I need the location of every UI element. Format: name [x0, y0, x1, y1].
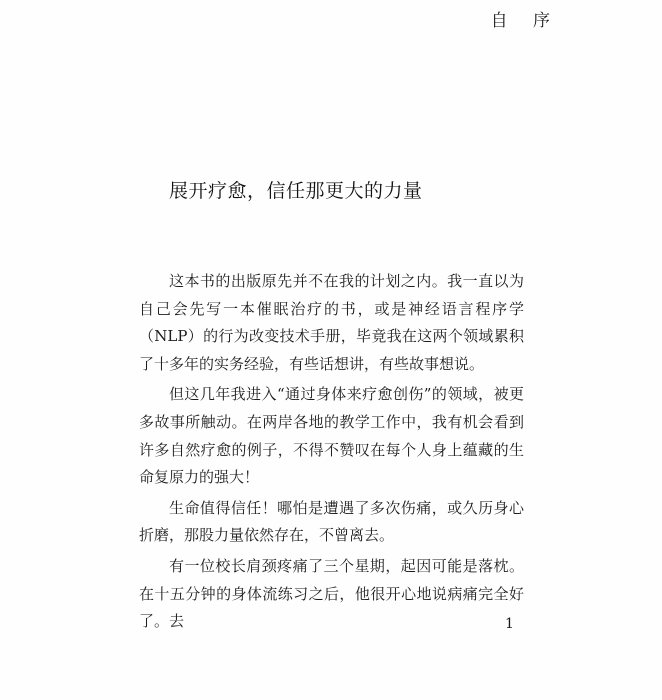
- paragraph: 但这几年我进入“通过身体来疗愈创伤”的领域，被更多故事所触动。在两岸各地的教学工作中，我有机会看到许多自然疗愈的例子，不得不赞叹在每个人身上蕴藏的生命复原力的强大！: [139, 385, 524, 487]
- paragraph: 有一位校长肩颈疼痛了三个星期，起因可能是落枕。在十五分钟的身体流练习之后，他很开心地说病痛完全好了。去: [139, 556, 524, 631]
- chapter-title: 展开疗愈，信任那更大的力量: [169, 180, 423, 202]
- running-head: 自 序: [490, 11, 560, 31]
- body-text: [139, 268, 524, 639]
- paragraph: 这本书的出版原先并不在我的计划之内。我一直以为自己会先写一本催眠治疗的书，或是神经语言程序学（NLP）的行为改变技术手册，毕竟我在这两个领域累积了十多年的实务经验，有些话想讲，有些故事想说。: [139, 272, 524, 373]
- paragraph: 生命值得信任！哪怕是遭遇了多次伤痛，或久历身心折磨，那股力量依然存在，不曾离去。: [139, 498, 524, 545]
- page-number: 1: [505, 616, 514, 632]
